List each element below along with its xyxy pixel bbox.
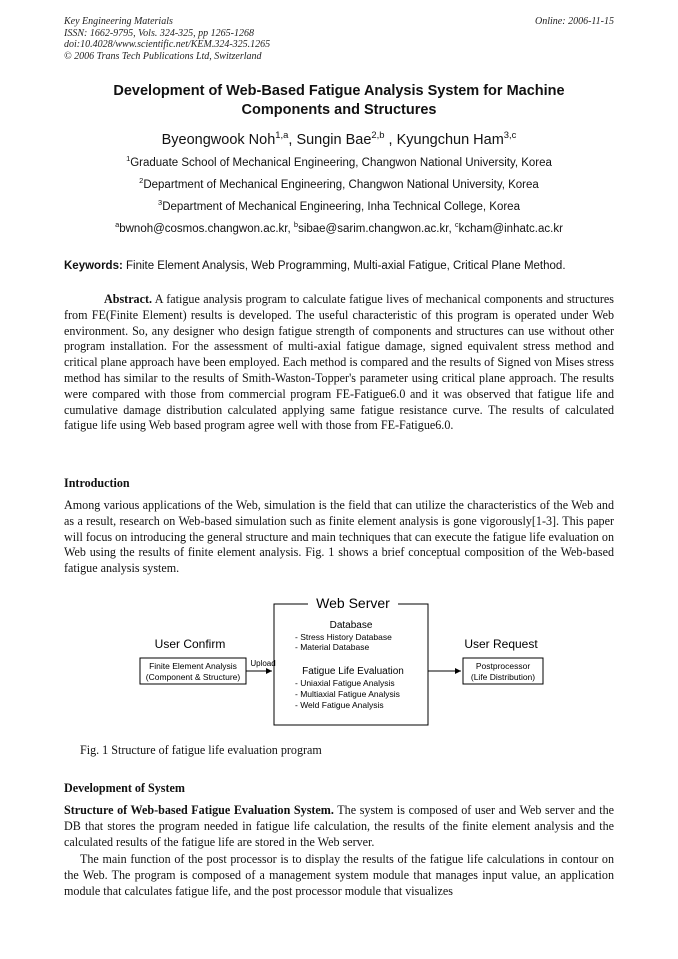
structure-label: Structure of Web-based Fatigue Evaluation System. (64, 803, 334, 817)
web-server-label: Web Server (316, 595, 390, 611)
author-name: Sungin Bae (296, 132, 372, 148)
section-heading-development: Development of System (64, 781, 185, 795)
affiliation-3: $^3$Department of Mechanical Engineering, Inha Technical College, Korea (158, 198, 520, 213)
db-item: - Stress History Database (295, 632, 392, 642)
journal-header (64, 16, 270, 62)
fle-item: - Uniaxial Fatigue Analysis (295, 678, 395, 688)
author-name: Byeongwook Noh (161, 132, 276, 148)
structure-paragraph: Structure of Web-based Fatigue Evaluation System. The system is composed of user and Web server and the DB that stores the program needed in fatigue life calculation, the results of the finite element analysis and the calculated results of the fatigue life are stored in the Web server. (64, 803, 614, 849)
journal-name: Key Engineering Materials (64, 16, 173, 27)
fle-label: Fatigue Life Evaluation (302, 666, 404, 677)
fle-item: - Weld Fatigue Analysis (295, 700, 384, 710)
post-line2: (Life Distribution) (470, 672, 536, 682)
figure-caption: Fig. 1 Structure of fatigue life evaluation program (80, 743, 322, 757)
author-list: Byeongwook Noh$^{1,a}$, Sungin Bae$^{2,b}$ , Kyungchun Ham$^{3,c}$ (161, 129, 517, 148)
database-label: Database (329, 620, 373, 631)
online-date: Online: 2006-11-15 (535, 16, 614, 27)
affiliation-2: $^2$Department of Mechanical Engineering, Changwon National University, Korea (139, 176, 539, 191)
fea-line1: Finite Element Analysis (149, 661, 237, 671)
author-name: Kyungchun Ham (396, 132, 504, 148)
copyright: © 2006 Trans Tech Publications Ltd, Switzerland (64, 50, 262, 62)
intro-paragraph: Among various applications of the Web, simulation is the field that can utilize the characteristics of the Web and as a result, research on Web-based simulation such as finite element analysis is gone vigorously[1-3]. This paper will focus on introducing the general structure and main techniques that can execute the fatigue life evaluation on Web using the results of finite element analysis. Fig. 1 shows a brief conceptual composition of the Web-based fatigue analysis system. (64, 498, 614, 576)
doi: doi:10.4028/www.scientific.net/KEM.324-325.1265 (64, 39, 271, 50)
affiliation-1: $^1$Graduate School of Mechanical Engineering, Changwon National University, Korea (126, 154, 552, 169)
main-function-paragraph: The main function of the post processor is to display the results of the fatigue life calculations in contour on the Web. The program is composed of a management system module that manages input value, an application module that calculates fatigue life, and the post processor module that visualizes (64, 852, 614, 898)
keywords-line (64, 260, 566, 272)
email-link[interactable]: bwnoh@cosmos.changwon.ac.kr, (119, 223, 294, 235)
email-link[interactable]: sibae@sarim.changwon.ac.kr, (298, 223, 455, 235)
db-item: - Material Database (295, 642, 370, 652)
email-link[interactable]: kcham@inhatc.ac.kr (458, 223, 563, 235)
keywords-text: Finite Element Analysis, Web Programming, Multi-axial Fatigue, Critical Plane Method. (122, 260, 566, 272)
email-line: $^a$bwnoh@cosmos.changwon.ac.kr, $^b$sibae@sarim.changwon.ac.kr, $^c$kcham@inhatc.ac.kr (115, 220, 563, 235)
figure-1-diagram (130, 590, 550, 735)
section-heading-introduction: Introduction (64, 476, 130, 490)
upload-label: Upload (250, 659, 276, 668)
post-line1: Postprocessor (475, 661, 531, 671)
abstract-paragraph: Abstract. A fatigue analysis program to calculate fatigue lives of mechanical components and structures from FE(Finite Element) results is developed. The useful characteristic of this program is operated under Web environment. So, any designer who design fatigue strength of components and structures can use without other program installation. For the assessment of multi-axial fatigue damage, signed equivalent stress method and critical plane approach have been employed. Each method is compared and the results of Signed von Mises stress method has similar to the results of Smith-Waston-Topper's parameter using critical plane approach. The results were compared with those from commercial program FE-Fatigue6.0 and it was observed that fatigue life and cumulative damage distribution calculated applying same fatigue resistance curve. The results of calculated fatigue life using Web based program agree well with those from FE-Fatigue6.0. (64, 292, 614, 433)
fea-line2: (Component & Structure) (145, 672, 241, 682)
user-request-label: User Request (464, 637, 538, 651)
user-confirm-label: User Confirm (154, 637, 226, 651)
fle-item: - Multiaxial Fatigue Analysis (295, 689, 400, 699)
keywords-label: Keywords: (64, 260, 123, 272)
abstract-label: Abstract. (104, 292, 153, 306)
issn: ISSN: 1662-9795, Vols. 324-325, pp 1265-1268 (64, 27, 254, 39)
paper-title: Development of Web-Based Fatigue Analysis System for Machine Components and Structures (113, 83, 565, 118)
